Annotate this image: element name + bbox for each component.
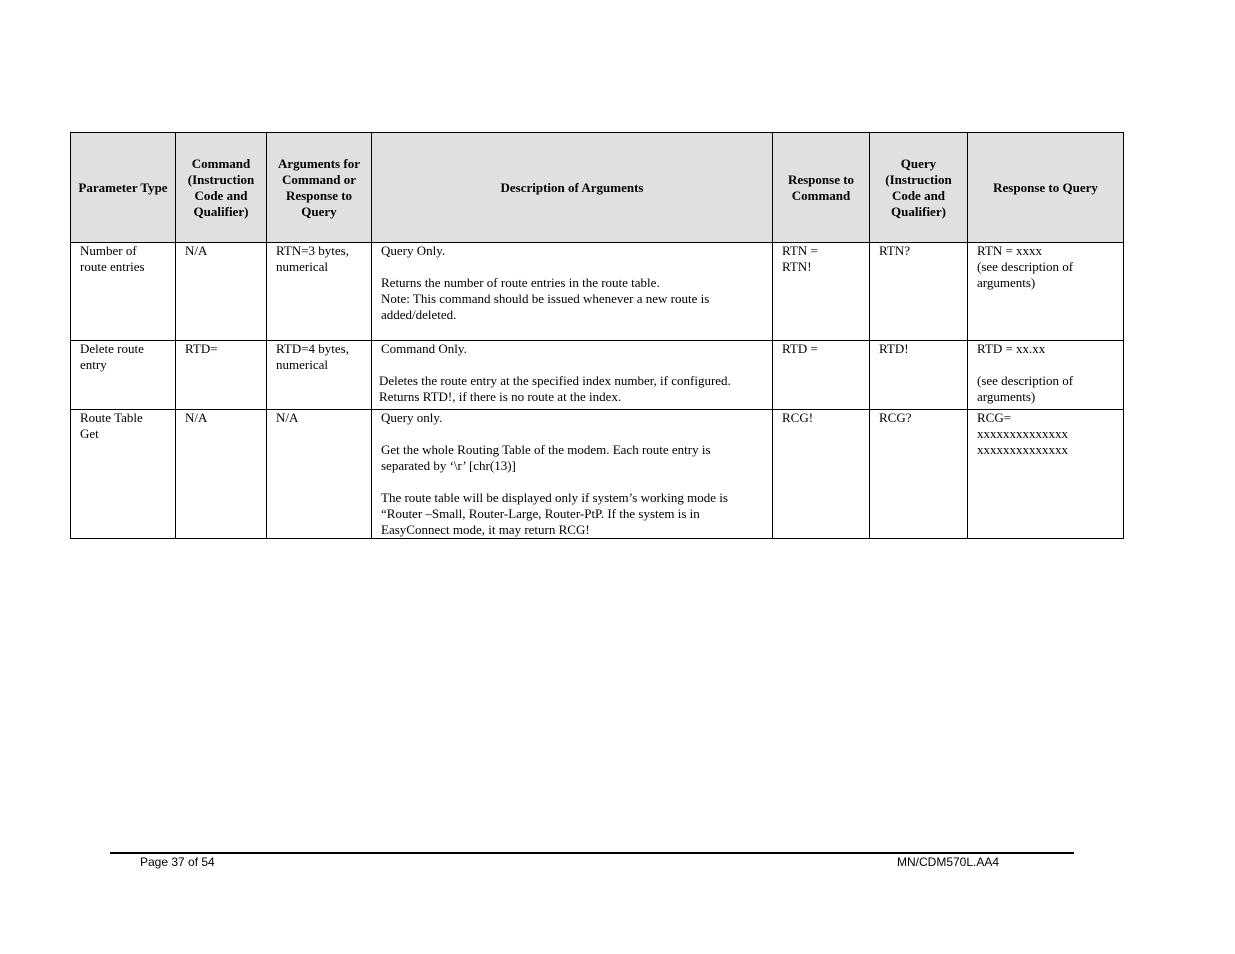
header-command: Command (Instruction Code and Qualifier)	[176, 133, 267, 243]
response-to-query-cell: RTN = xxxx (see description of arguments)	[968, 243, 1124, 341]
response-to-query-cell: RCG= xxxxxxxxxxxxxx xxxxxxxxxxxxxx	[968, 410, 1124, 539]
response-to-command-cell: RTD =	[773, 341, 870, 410]
command-cell: N/A	[176, 410, 267, 539]
arguments-cell: RTD=4 bytes, numerical	[267, 341, 372, 410]
header-response-to-query: Response to Query	[968, 133, 1124, 243]
description-cell: Query Only. Returns the number of route entries in the route table. Note: This command should be issued whenever a new route is added/deleted.	[372, 243, 773, 341]
param-type-cell: Number of route entries	[71, 243, 176, 341]
header-arguments: Arguments for Command or Response to Query	[267, 133, 372, 243]
param-type-cell: Route Table Get	[71, 410, 176, 539]
header-query: Query (Instruction Code and Qualifier)	[870, 133, 968, 243]
header-parameter-type: Parameter Type	[71, 133, 176, 243]
query-cell: RCG?	[870, 410, 968, 539]
description-cell: Command Only. Deletes the route entry at the specified index number, if configured. Returns RTD!, if there is no route at the index.	[372, 341, 773, 410]
command-cell: RTD=	[176, 341, 267, 410]
page-number: Page 37 of 54	[140, 855, 215, 869]
document-id: MN/CDM570L.AA4	[897, 855, 1000, 869]
response-to-query-cell: RTD = xx.xx (see description of arguments)	[968, 341, 1124, 410]
command-table	[70, 132, 1124, 539]
query-cell: RTD!	[870, 341, 968, 410]
header-description: Description of Arguments	[372, 133, 773, 243]
table-header-row	[71, 133, 1124, 243]
table-row	[71, 410, 1124, 539]
response-to-command-cell: RCG!	[773, 410, 870, 539]
table-row	[71, 243, 1124, 341]
footer-divider	[110, 852, 1074, 854]
arguments-cell: RTN=3 bytes, numerical	[267, 243, 372, 341]
query-cell: RTN?	[870, 243, 968, 341]
description-cell: Query only. Get the whole Routing Table of the modem. Each route entry is separated by ‘\r’ [chr(13)] The route table will be displayed only if system’s working mode is “Router –Small, Router-Large, Router-PtP. If the system is in EasyConnect mode, it may return RCG!	[372, 410, 773, 539]
arguments-cell: N/A	[267, 410, 372, 539]
response-to-command-cell: RTN = RTN!	[773, 243, 870, 341]
header-response-to-command: Response to Command	[773, 133, 870, 243]
table-row	[71, 341, 1124, 410]
param-type-cell: Delete route entry	[71, 341, 176, 410]
command-cell: N/A	[176, 243, 267, 341]
